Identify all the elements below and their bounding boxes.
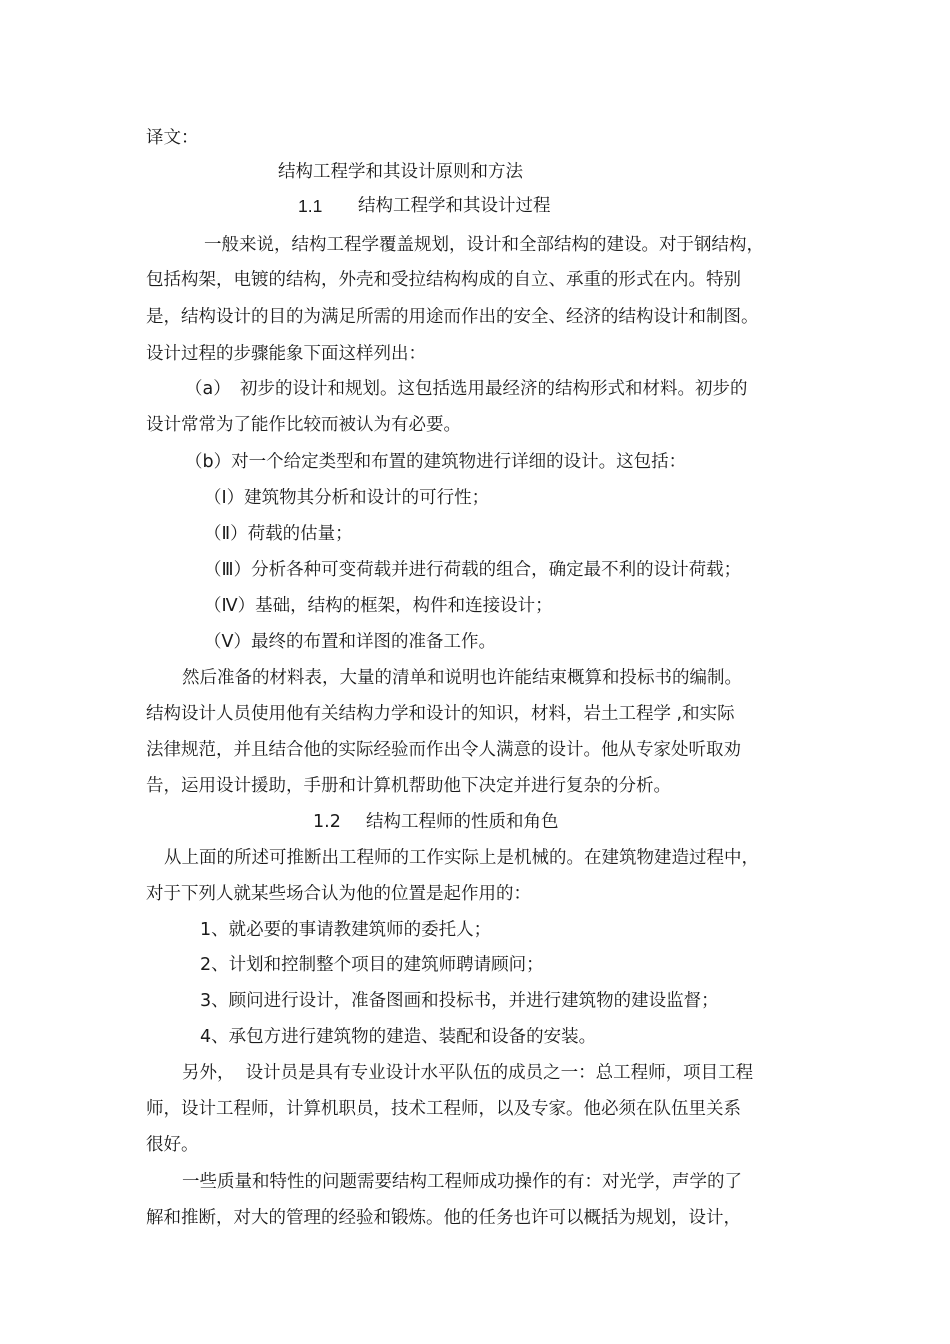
paragraph-line: 对于下列人就某些场合认为他的位置是起作用的： (146, 884, 531, 904)
paragraph-line: 很好。 (146, 1135, 199, 1155)
paragraph-line: 然后准备的材料表，大量的清单和说明也许能结束概算和投标书的编制。 (182, 668, 742, 688)
roman-list-item: （Ⅰ）建筑物其分析和设计的可行性； (204, 488, 490, 508)
paragraph-line: 包括构架，电镀的结构，外壳和受拉结构构成的自立、承重的形式在内。特别 (146, 270, 741, 290)
roman-list-item: （Ⅴ）最终的布置和详图的准备工作。 (204, 632, 496, 652)
translation-label: 译文： (146, 128, 199, 148)
section-1-1-title: 结构工程学和其设计过程 (358, 196, 551, 216)
roman-list-item: （Ⅳ）基础，结构的框架，构件和连接设计； (204, 596, 553, 616)
paragraph-line: 一般来说，结构工程学覆盖规划，设计和全部结构的建设。对于钢结构， (204, 235, 764, 255)
document-title: 结构工程学和其设计原则和方法 (278, 162, 523, 182)
section-1-2-title: 结构工程师的性质和角色 (366, 812, 559, 832)
numbered-list-item: 2、计划和控制整个项目的建筑师聘请顾问； (200, 955, 544, 975)
paragraph-line: 一些质量和特性的问题需要结构工程师成功操作的有：对光学，声学的了 (182, 1172, 742, 1192)
paragraph-line: 师，设计工程师，计算机职员，技术工程师，以及专家。他必须在队伍里关系 (146, 1099, 741, 1119)
numbered-list-item: 1、就必要的事请教建筑师的委托人； (200, 920, 492, 940)
paragraph-line: 告，运用设计援助，手册和计算机帮助他下决定并进行复杂的分析。 (146, 776, 671, 796)
numbered-list-item: 4、承包方进行建筑物的建造、装配和设备的安装。 (200, 1027, 597, 1047)
paragraph-line: 从上面的所述可推断出工程师的工作实际上是机械的。在建筑物建造过程中， (164, 848, 759, 868)
paragraph-line: 解和推断，对大的管理的经验和锻炼。他的任务也许可以概括为规划，设计， (146, 1208, 741, 1228)
item-b-line: （b）对一个给定类型和布置的建筑物进行详细的设计。这包括： (185, 452, 687, 472)
section-1-1-number: 1.1 (298, 196, 323, 216)
paragraph-line: 是，结构设计的目的为满足所需的用途而作出的安全、经济的结构设计和制图。 (146, 307, 759, 327)
paragraph-line: 法律规范，并且结合他的实际经验而作出令人满意的设计。他从专家处听取劝 (146, 740, 741, 760)
roman-list-item: （Ⅲ）分析各种可变荷载并进行荷载的组合，确定最不利的设计荷载； (204, 560, 742, 580)
paragraph-line: 另外， 设计员是具有专业设计水平队伍的成员之一：总工程师，项目工程 (182, 1063, 754, 1083)
item-a-line: 设计常常为了能作比较而被认为有必要。 (146, 415, 461, 435)
numbered-list-item: 3、顾问进行设计，准备图画和投标书，并进行建筑物的建设监督； (200, 991, 719, 1011)
item-a-line: 初步的设计和规划。这包括选用最经济的结构形式和材料。初步的 (240, 379, 748, 399)
roman-list-item: （Ⅱ）荷载的估量； (204, 524, 353, 544)
paragraph-line: 结构设计人员使用他有关结构力学和设计的知识，材料，岩土工程学 ,和实际 (146, 704, 735, 724)
item-a-label: （a） (185, 379, 231, 399)
paragraph-line: 设计过程的步骤能象下面这样列出： (146, 344, 426, 364)
section-1-2-number: 1.2 (313, 812, 341, 832)
